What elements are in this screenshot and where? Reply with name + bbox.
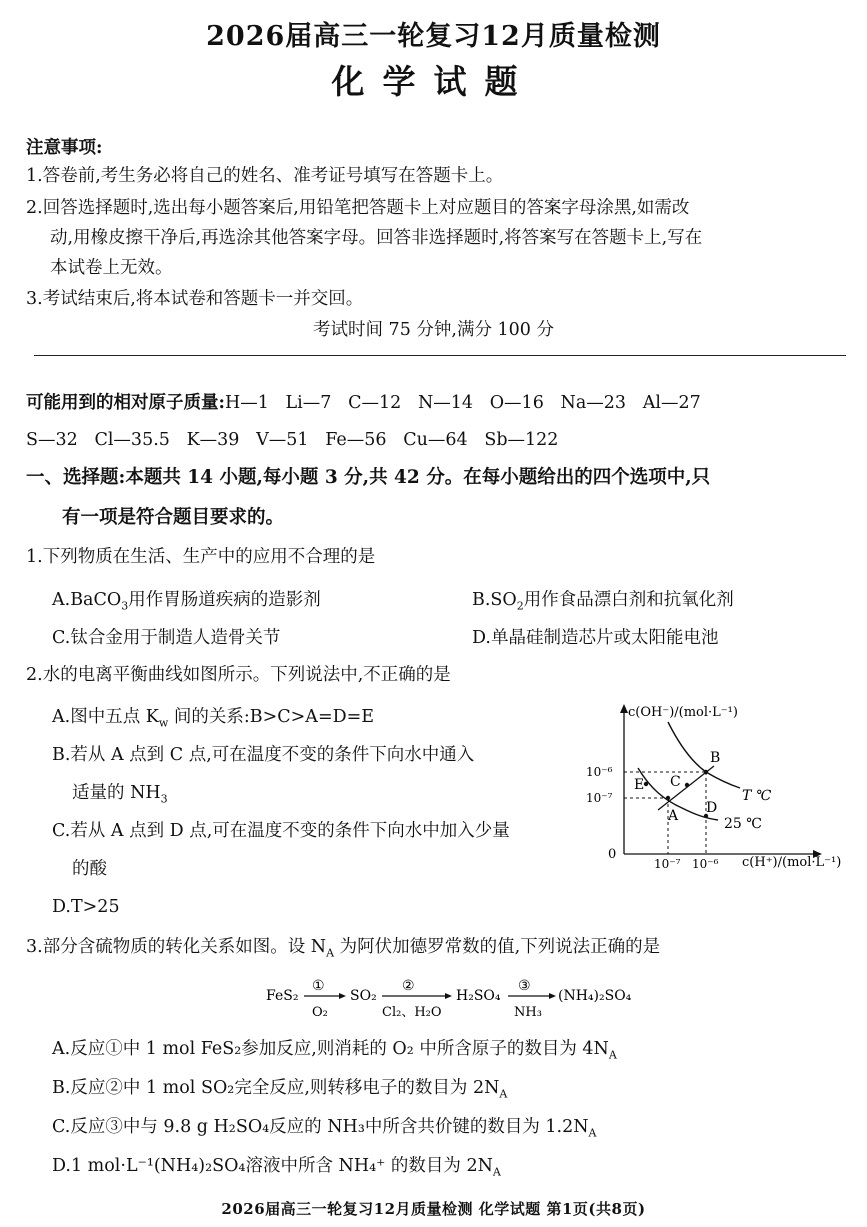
atomic-masses-label: 可能用到的相对原子质量: bbox=[26, 393, 225, 413]
q1-option-d: D.单晶硅制造芯片或太阳能电池 bbox=[472, 628, 719, 648]
x-tick-1e-7: 10⁻⁷ bbox=[654, 857, 681, 871]
q3-d-text: D.1 mol·L⁻¹(NH₄)₂SO₄溶液中所含 NH₄⁺ 的数目为 2N bbox=[52, 1156, 493, 1176]
notice-item-2c: 本试卷上无效。 bbox=[50, 258, 173, 278]
point-e bbox=[644, 782, 648, 786]
q2-option-a bbox=[52, 703, 374, 730]
label-e: E bbox=[634, 777, 645, 793]
x-tick-1e-6: 10⁻⁶ bbox=[692, 857, 719, 871]
notice-item-1: 1.答卷前,考生务必将自己的姓名、准考证号填写在答题卡上。 bbox=[26, 166, 504, 186]
q3-a-text: A.反应①中 1 mol FeS₂参加反应,则消耗的 O₂ 中所含原子的数目为 4N bbox=[52, 1039, 609, 1059]
q2-option-c-line-2: 的酸 bbox=[72, 859, 107, 879]
q2-b2-pre: 适量的 NH bbox=[72, 783, 161, 803]
q2-stem: 2.水的电离平衡曲线如图所示。下列说法中,不正确的是 bbox=[26, 665, 451, 685]
scheme-fes2: FeS₂ bbox=[266, 988, 299, 1004]
notice-item-2b: 动,用橡皮擦干净后,再选涂其他答案字母。回答非选择题时,将答案写在答题卡上,写在 bbox=[50, 228, 703, 248]
y-tick-1e-6: 10⁻⁶ bbox=[586, 765, 613, 779]
sulfur-conversion-scheme bbox=[262, 972, 642, 1024]
scheme-h2so4: H₂SO₄ bbox=[456, 988, 501, 1004]
q3-b-text: B.反应②中 1 mol SO₂完全反应,则转移电子的数目为 2N bbox=[52, 1078, 500, 1098]
q2-option-d: D.T>25 bbox=[52, 897, 120, 917]
q3-stem bbox=[26, 935, 660, 966]
notice-item-2a: 2.回答选择题时,选出每小题答案后,用铅笔把答题卡上对应题目的答案字母涂黑,如需改 bbox=[26, 198, 690, 218]
q3-a-sub: A bbox=[608, 1048, 617, 1062]
arrow-2-head bbox=[445, 993, 452, 999]
q2-option-b-line-2 bbox=[72, 779, 168, 806]
q1-option-a bbox=[52, 586, 321, 613]
q3-d-sub: A bbox=[492, 1165, 501, 1179]
notice-heading: 注意事项: bbox=[26, 138, 103, 158]
subject-title: 化学试题 bbox=[331, 62, 536, 101]
q2-a-post: 间的关系:B>C>A=D=E bbox=[168, 707, 375, 727]
atomic-masses-row-1 bbox=[26, 391, 701, 415]
label-curve-25: 25 ℃ bbox=[724, 816, 762, 832]
q3-option-c bbox=[52, 1113, 597, 1140]
point-a bbox=[666, 796, 670, 800]
q2-b2-sub: 3 bbox=[160, 792, 168, 806]
q2-a-pre: A.图中五点 K bbox=[52, 707, 159, 727]
scheme-step-3: ③ bbox=[518, 978, 531, 994]
q2-option-b-line-1: B.若从 A 点到 C 点,可在温度不变的条件下向水中通入 bbox=[52, 745, 475, 765]
q3-c-sub: A bbox=[588, 1126, 597, 1140]
q1-option-c: C.钛合金用于制造人造骨关节 bbox=[52, 628, 281, 648]
q2-option-c-line-1: C.若从 A 点到 D 点,可在温度不变的条件下向水中加入少量 bbox=[52, 821, 510, 841]
label-c: C bbox=[670, 774, 681, 790]
atomic-masses-row-2: S—32 Cl—35.5 K—39 V—51 Fe—56 Cu—64 Sb—122 bbox=[26, 430, 559, 450]
point-b bbox=[704, 770, 708, 774]
q3-stem-pre: 3.部分含硫物质的转化关系如图。设 N bbox=[26, 937, 327, 957]
exam-title: 2026届高三一轮复习12月质量检测 bbox=[206, 21, 661, 52]
divider bbox=[34, 355, 846, 356]
scheme-reagent-1: O₂ bbox=[312, 1005, 328, 1020]
y-tick-1e-7: 10⁻⁷ bbox=[586, 791, 613, 805]
graph-origin: 0 bbox=[608, 847, 617, 862]
arrow-3-head bbox=[549, 993, 556, 999]
section-1-line-1: 一、选择题:本题共 14 小题,每小题 3 分,共 42 分。在每小题给出的四个选项中,只 bbox=[26, 467, 711, 488]
q2-a-sub: w bbox=[158, 716, 169, 730]
q3-c-text: C.反应③中与 9.8 g H₂SO₄反应的 NH₃中所含共价键的数目为 1.2N bbox=[52, 1117, 589, 1137]
label-a: A bbox=[668, 808, 679, 824]
q1-b-post: 用作食品漂白剂和抗氧化剂 bbox=[523, 590, 734, 610]
q1-a-pre: A.BaCO bbox=[52, 590, 122, 610]
q1-b-pre: B.SO bbox=[472, 590, 517, 610]
q3-option-a bbox=[52, 1035, 617, 1062]
graph-xlabel: c(H⁺)/(mol·L⁻¹) bbox=[742, 855, 842, 870]
atomic-masses-values-1: H—1 Li—7 C—12 N—14 O—16 Na—23 Al—27 bbox=[224, 393, 701, 413]
q1-stem: 1.下列物质在生活、生产中的应用不合理的是 bbox=[26, 547, 376, 567]
scheme-reagent-3: NH₃ bbox=[514, 1005, 542, 1020]
q3-stem-sub: A bbox=[326, 946, 335, 960]
q3-option-d bbox=[52, 1152, 501, 1179]
label-b: B bbox=[710, 750, 721, 766]
page-footer: 2026届高三一轮复习12月质量检测 化学试题 第1页(共8页) bbox=[221, 1200, 646, 1218]
exam-time: 考试时间 75 分钟,满分 100 分 bbox=[313, 320, 554, 340]
notice-item-3: 3.考试结束后,将本试卷和答题卡一并交回。 bbox=[26, 289, 364, 309]
water-ionization-graph bbox=[582, 696, 852, 876]
point-c bbox=[685, 783, 689, 787]
y-axis-arrow bbox=[620, 704, 628, 713]
q3-b-sub: A bbox=[499, 1087, 508, 1101]
graph-ylabel: c(OH⁻)/(mol·L⁻¹) bbox=[628, 705, 738, 720]
section-1-line-2: 有一项是符合题目要求的。 bbox=[62, 507, 285, 528]
label-curve-T: T ℃ bbox=[742, 788, 772, 804]
arrow-1-head bbox=[339, 993, 346, 999]
q1-b-sub: 2 bbox=[516, 599, 524, 613]
scheme-step-1: ① bbox=[312, 978, 325, 994]
scheme-product: (NH₄)₂SO₄ bbox=[558, 988, 632, 1004]
q1-option-b bbox=[472, 586, 734, 613]
scheme-so2: SO₂ bbox=[350, 988, 377, 1004]
label-d: D bbox=[706, 800, 718, 816]
q1-a-sub: 3 bbox=[121, 599, 129, 613]
scheme-reagent-2: Cl₂、H₂O bbox=[382, 1005, 442, 1020]
scheme-step-2: ② bbox=[402, 978, 415, 994]
q3-stem-post: 为阿伏加德罗常数的值,下列说法正确的是 bbox=[334, 937, 661, 957]
q3-option-b bbox=[52, 1074, 507, 1101]
q1-a-post: 用作胃肠道疾病的造影剂 bbox=[128, 590, 321, 610]
